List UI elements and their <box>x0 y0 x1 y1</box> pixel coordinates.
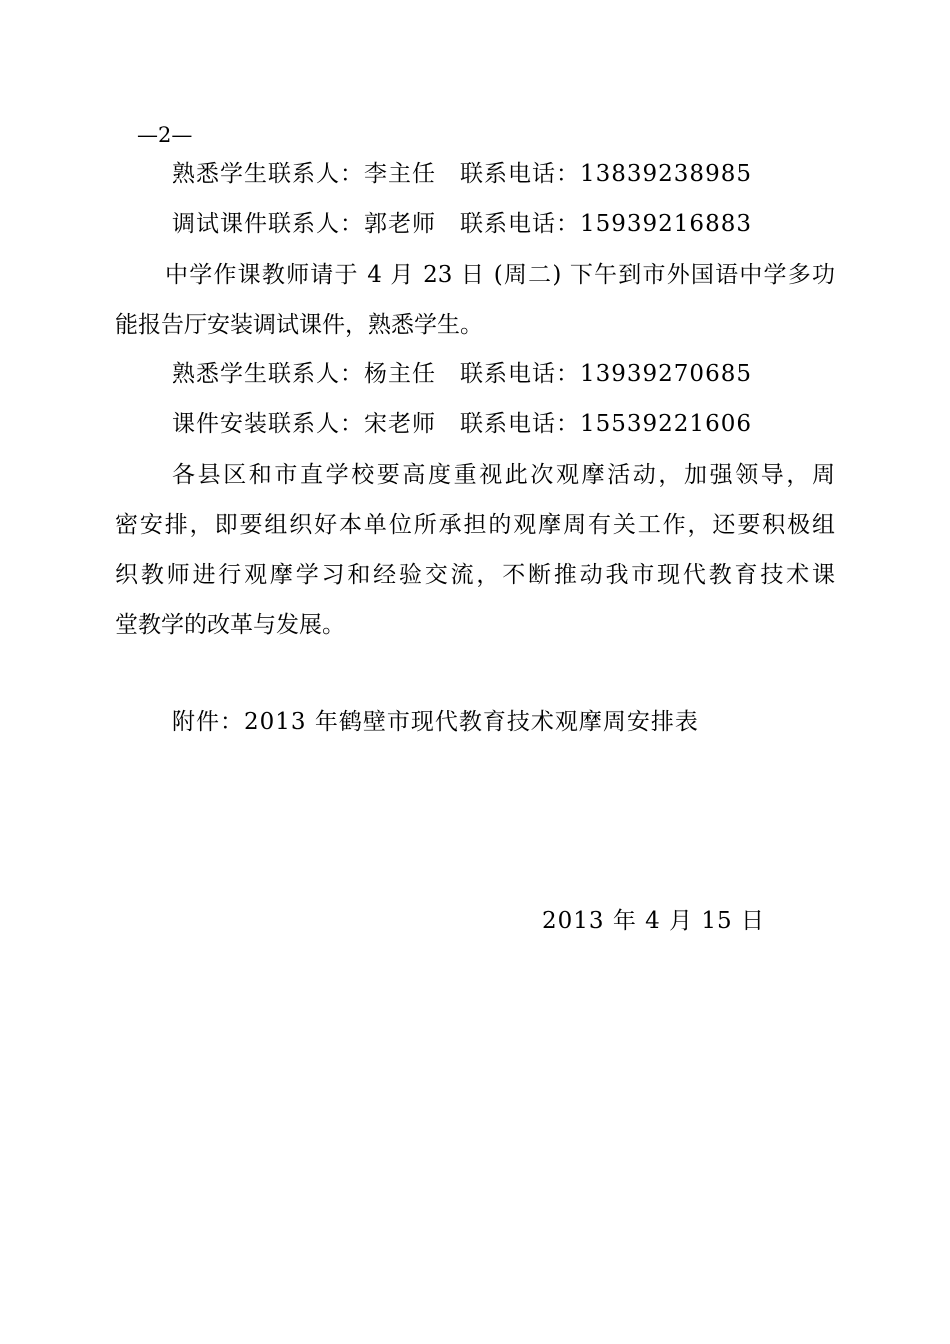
contact-role: 熟悉学生联系人： <box>172 361 364 387</box>
contact-phone-label: 联系电话： <box>460 361 580 387</box>
contact-phone-label: 联系电话： <box>460 161 580 187</box>
contact-line-student-middle <box>172 359 752 389</box>
contact-role: 课件安装联系人： <box>172 411 364 437</box>
contact-phone-label: 联系电话： <box>460 411 580 437</box>
contact-phone: 13839238985 <box>580 161 752 187</box>
closing-line-3: 织教师进行观摩学习和经验交流，不断推动我市现代教育技术课 <box>115 562 835 588</box>
contact-role: 熟悉学生联系人： <box>172 161 364 187</box>
document-date: 2013 年 4 月 15 日 <box>542 908 765 934</box>
page-number: —2— <box>137 123 193 147</box>
contact-phone: 15939216883 <box>580 211 752 237</box>
contact-name: 郭老师 <box>364 211 436 237</box>
notice-line-1: 中学作课教师请于 4 月 23 日 (周二) 下午到市外国语中学多功 <box>165 262 835 288</box>
closing-line-1: 各县区和市直学校要高度重视此次观摩活动，加强领导，周 <box>172 462 835 488</box>
contact-phone: 13939270685 <box>580 361 752 387</box>
contact-phone-label: 联系电话： <box>460 211 580 237</box>
contact-name: 杨主任 <box>364 361 436 387</box>
contact-line-student <box>172 159 752 189</box>
closing-line-4: 堂教学的改革与发展。 <box>115 612 345 638</box>
contact-role: 调试课件联系人： <box>172 211 364 237</box>
contact-phone: 15539221606 <box>580 411 752 437</box>
contact-name: 宋老师 <box>364 411 436 437</box>
contact-line-courseware <box>172 209 752 239</box>
closing-line-2: 密安排，即要组织好本单位所承担的观摩周有关工作，还要积极组 <box>115 512 835 538</box>
contact-line-install-middle <box>172 409 752 439</box>
notice-line-2: 能报告厅安装调试课件，熟悉学生。 <box>115 312 483 338</box>
contact-name: 李主任 <box>364 161 436 187</box>
attachment-line: 附件：2013 年鹤壁市现代教育技术观摩周安排表 <box>172 709 699 735</box>
